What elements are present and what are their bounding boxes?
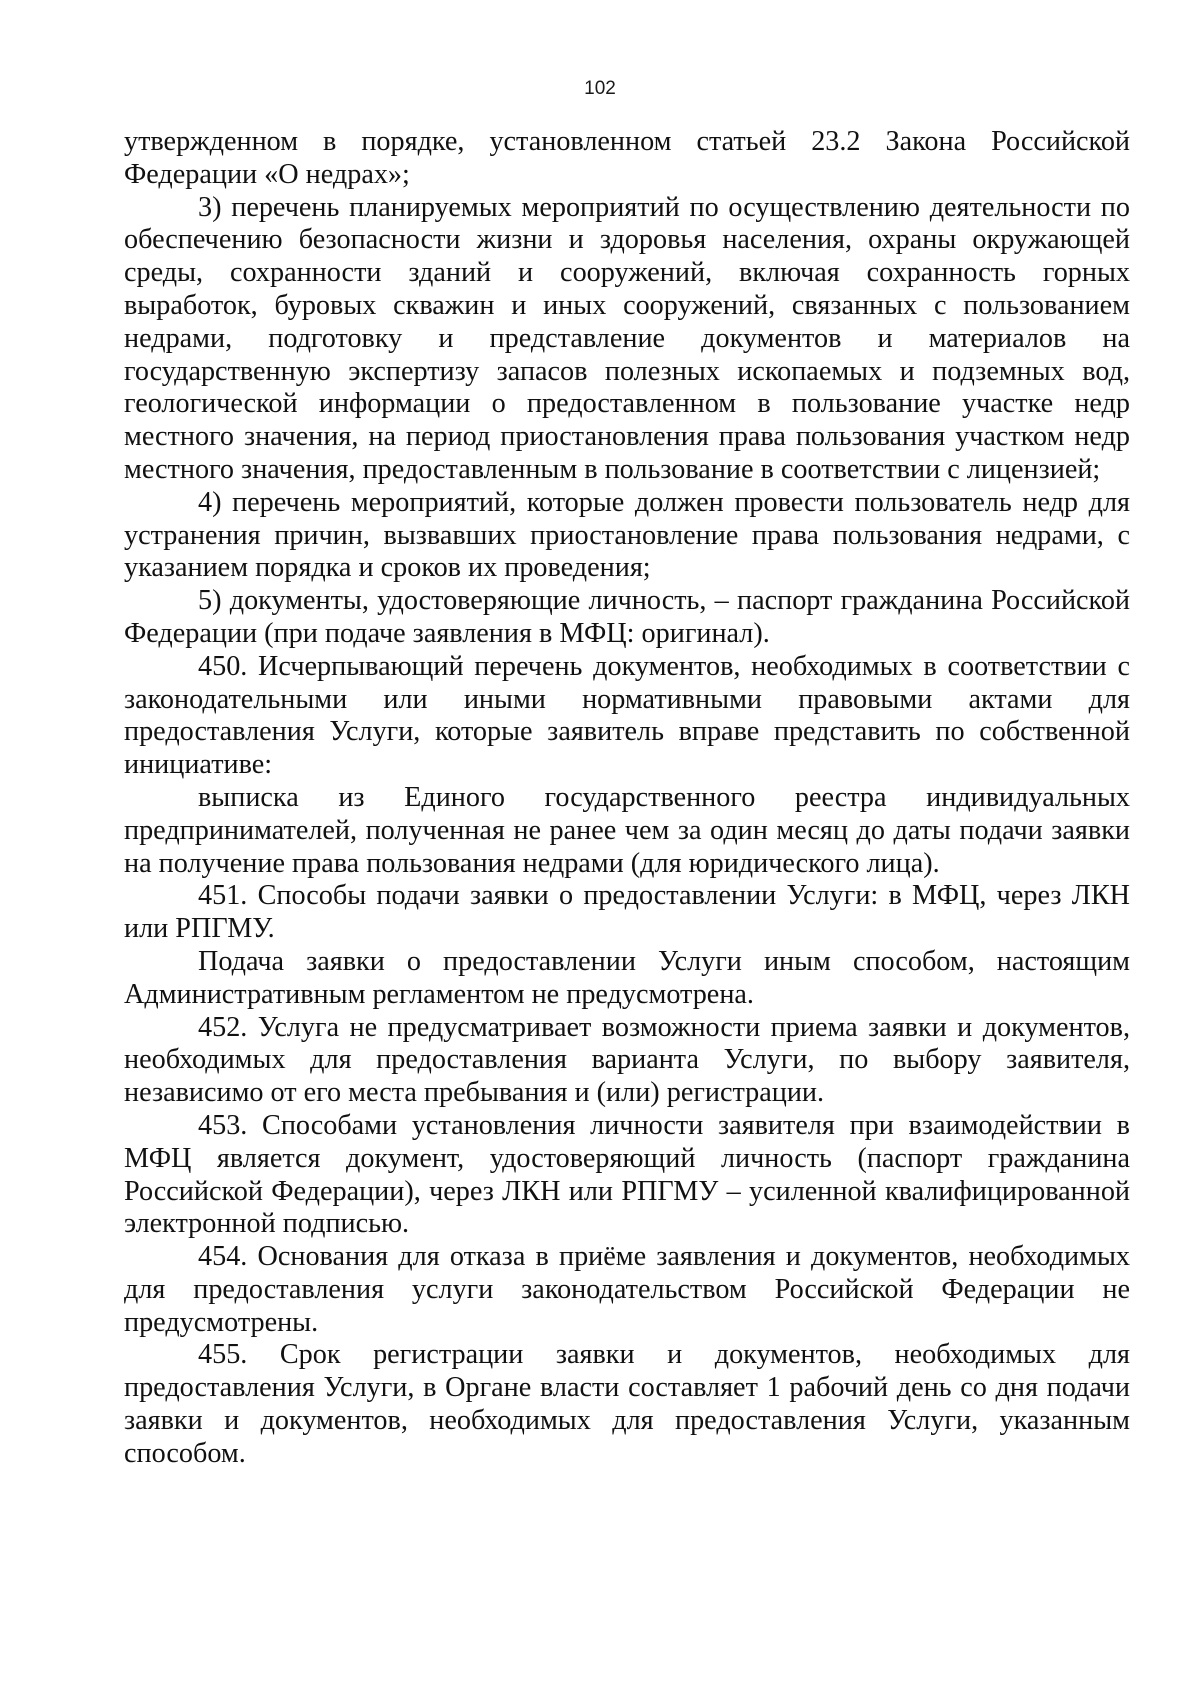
paragraph-453: 453. Способами установления личности заявителя при взаимодействии в МФЦ является документ, удостоверяющий личность (паспорт гражданина Российской Федерации), через ЛКН или РПГМУ – усиленной квалифицированной электронной подписью. — [124, 1109, 1130, 1240]
paragraph-451-other-method: Подача заявки о предоставлении Услуги иным способом, настоящим Административным регламентом не предусмотрена. — [124, 945, 1130, 1010]
page-number: 102 — [584, 78, 616, 99]
document-body — [124, 126, 1130, 1471]
paragraph-451: 451. Способы подачи заявки о предоставлении Услуги: в МФЦ, через ЛКН или РПГМУ. — [124, 880, 1130, 945]
paragraph-454: 454. Основания для отказа в приёме заявления и документов, необходимых для предоставления услуги законодательством Российской Федерации не предусмотрены. — [124, 1241, 1130, 1338]
paragraph-455: 455. Срок регистрации заявки и документов, необходимых для предоставления Услуги, в Органе власти составляет 1 рабочий день со дня подачи заявки и документов, необходимых для предоставления Услуги, указанным способом. — [124, 1339, 1130, 1469]
paragraph-450-extract: выписка из Единого государственного реестра индивидуальных предпринимателей, полученная не ранее чем за один месяц до даты подачи заявки на получение права пользования недрами (для юридического лица). — [124, 781, 1130, 879]
paragraph-item-5: 5) документы, удостоверяющие личность, – паспорт гражданина Российской Федерации (при подаче заявления в МФЦ: оригинал). — [124, 585, 1130, 649]
paragraph-continuation: утвержденном в порядке, установленном статьей 23.2 Закона Российской Федерации «О недрах»; — [124, 126, 1130, 190]
paragraph-item-3: 3) перечень планируемых мероприятий по осуществлению деятельности по обеспечению безопасности жизни и здоровья населения, охраны окружающей среды, сохранности зданий и сооружений, включая сохранность горных выработок, буровых скважин и иных сооружений, связанных с пользованием недрами, подготовку и представление документов и материалов на государственную экспертизу запасов полезных ископаемых и подземных вод, геологической информации о предоставленном в пользование участке недр местного значения, на период приостановления права пользования участком недр местного значения, предоставленным в пользование в соответствии с лицензией; — [124, 191, 1130, 485]
paragraph-item-4: 4) перечень мероприятий, которые должен провести пользователь недр для устранения причин, вызвавших приостановление права пользования недрами, с указанием порядка и сроков их проведения; — [124, 486, 1130, 584]
paragraph-452: 452. Услуга не предусматривает возможности приема заявки и документов, необходимых для предоставления варианта Услуги, по выбору заявителя, независимо от его места пребывания и (или) регистрации. — [124, 1011, 1130, 1109]
paragraph-450: 450. Исчерпывающий перечень документов, необходимых в соответствии с законодательными или иными нормативными правовыми актами для предоставления Услуги, которые заявитель вправе представить по собственной инициативе: — [124, 650, 1130, 781]
